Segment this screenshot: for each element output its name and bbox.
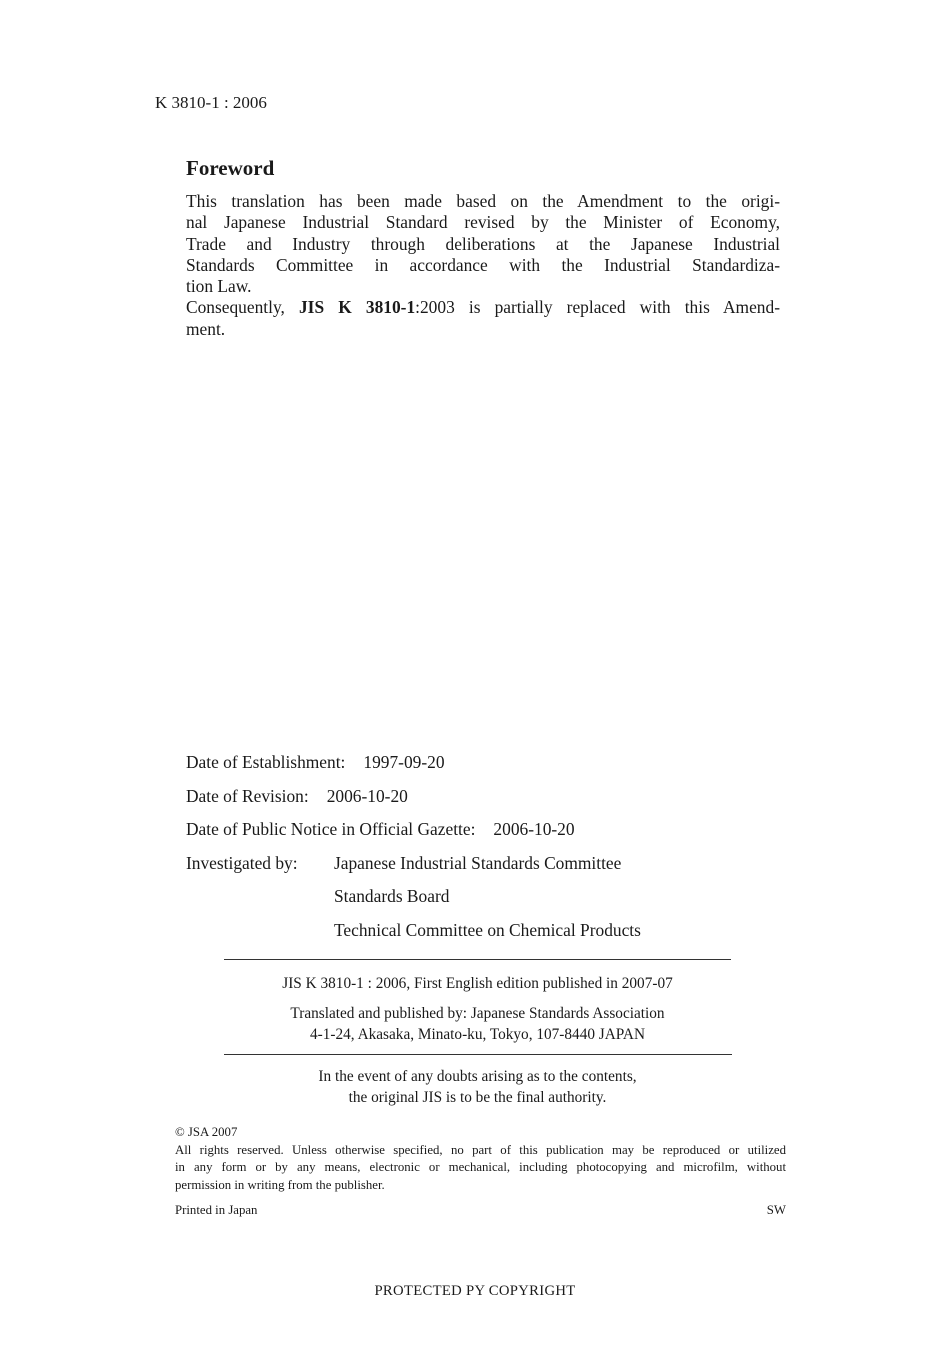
publisher-info xyxy=(224,1003,731,1045)
publisher-address: 4-1-24, Akasaka, Minato-ku, Tokyo, 107-8440 JAPAN xyxy=(309,1026,646,1043)
standard-reference: JIS K 3810-1 xyxy=(298,297,416,318)
foreword-line: This translation has been made based on the Amendment to the origi- xyxy=(186,191,780,211)
authority-line: In the event of any doubts arising as to the contents, xyxy=(318,1068,637,1085)
public-notice-label: Date of Public Notice in Official Gazette: xyxy=(186,819,476,840)
replacement-suffix: :2003 is partially replaced with this Amend- xyxy=(415,297,780,318)
foreword-line: tion Law. xyxy=(186,276,252,297)
dates-block xyxy=(186,752,641,954)
replacement-prefix: Consequently, xyxy=(186,297,299,318)
edition-info: JIS K 3810-1 : 2006, First English edition published in 2007-07 xyxy=(282,975,673,992)
establishment-label: Date of Establishment: xyxy=(186,752,346,772)
investigated-by-item: Technical Committee on Chemical Products xyxy=(334,919,641,940)
legal-notice xyxy=(175,1124,786,1194)
establishment-value: 1997-09-20 xyxy=(363,752,445,772)
foreword-line-replacement xyxy=(186,297,780,318)
investigated-label: Investigated by: xyxy=(186,852,298,873)
foreword-line: nal Japanese Industrial Standard revised by the Minister of Economy, xyxy=(186,212,780,233)
authority-line: the original JIS is to be the final authority. xyxy=(348,1089,607,1106)
rights-line: All rights reserved. Unless otherwise specified, no part of this publication may be reproduced or utilized xyxy=(175,1142,786,1157)
revision-label: Date of Revision: xyxy=(186,785,309,806)
authority-note xyxy=(224,1066,731,1108)
publisher-line: Translated and published by: Japanese Standards Association xyxy=(290,1005,665,1022)
investigated-row xyxy=(186,853,641,887)
investigated-by-item: Standards Board xyxy=(334,886,450,907)
divider xyxy=(224,959,731,960)
revision-value: 2006-10-20 xyxy=(326,785,408,806)
establishment-row xyxy=(186,752,641,786)
printed-in: Printed in Japan xyxy=(175,1203,258,1217)
rights-line: in any form or by any means, electronic or mechanical, including photocopying and microfilm, without xyxy=(175,1160,786,1175)
divider xyxy=(224,1054,732,1055)
copyright-line: © JSA 2007 xyxy=(175,1125,238,1139)
foreword-body xyxy=(186,191,780,340)
investigated-by-item: Japanese Industrial Standards Committee xyxy=(334,852,622,873)
rights-line: permission in writing from the publisher. xyxy=(175,1177,385,1192)
foreword-line: ment. xyxy=(186,318,226,339)
foreword-title: Foreword xyxy=(186,156,275,180)
foreword-line: Trade and Industry through deliberations at the Japanese Industrial xyxy=(186,233,780,254)
public-notice-row xyxy=(186,819,641,853)
document-code: K 3810-1 : 2006 xyxy=(155,93,267,112)
copyright-footer: PROTECTED PY COPYRIGHT xyxy=(374,1283,576,1299)
revision-row xyxy=(186,786,641,820)
print-code: SW xyxy=(766,1203,786,1217)
foreword-line: Standards Committee in accordance with the Industrial Standardiza- xyxy=(186,254,780,275)
public-notice-value: 2006-10-20 xyxy=(493,819,575,840)
